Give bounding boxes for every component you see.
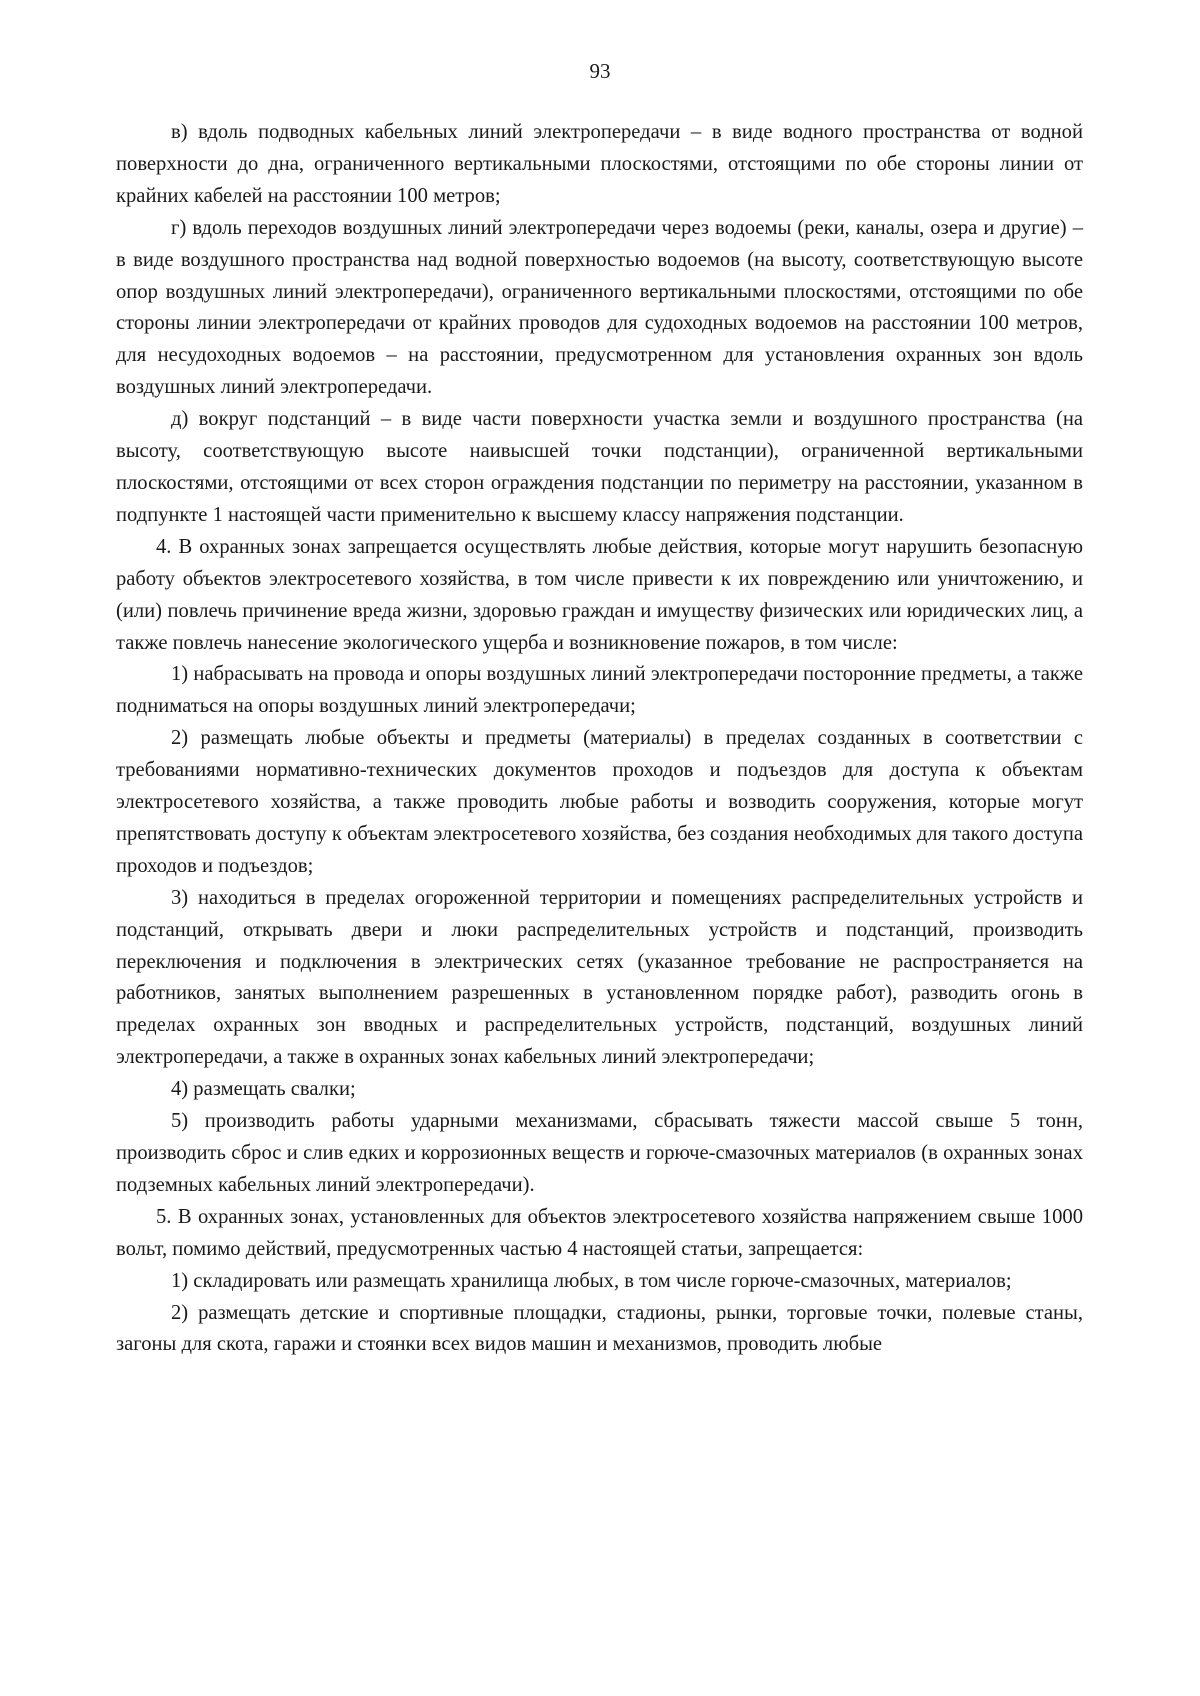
paragraph-part-4: 4. В охранных зонах запрещается осуществлять любые действия, которые могут нарушить безопасную работу объектов электросетевого хозяйства, в том числе привести к их повреждению или уничтожению, и (или) повлечь причинение вреда жизни, здоровью граждан и имуществу физических или юридических лиц, а также повлечь нанесение экологического ущерба и возникновение пожаров, в том числе: [116, 535, 1083, 654]
paragraph-part-4-item-3: 3) находиться в пределах огороженной территории и помещениях распределительных устройств и подстанций, открывать двери и люки распределительных устройств и подстанций, производить переключения и подключения в электрических сетях (указанное требование не распространяется на работников, занятых выполнением разрешенных в установленном порядке работ), разводить огонь в пределах охранных зон вводных и распределительных устройств, подстанций, воздушных линий электропередачи, а также в охранных зонах кабельных линий электропередачи; [116, 886, 1083, 1069]
paragraph-subitem-v: в) вдоль подводных кабельных линий электропередачи – в виде водного пространства от водной поверхности до дна, ограниченного вертикальными плоскостями, отстоящими по обе стороны линии от крайних кабелей на расстоянии 100 метров; [116, 121, 1083, 207]
page-number: 93 [589, 59, 611, 83]
paragraph-subitem-g: г) вдоль переходов воздушных линий электропередачи через водоемы (реки, каналы, озера и другие) – в виде воздушного пространства над водной поверхностью водоемов (на высоту, соответствующую высоте опор воздушных линий электропередачи), ограниченного вертикальными плоскостями, отстоящими по обе стороны линии электропередачи от крайних проводов для судоходных водоемов на расстоянии 100 метров, для несудоходных водоемов – на расстоянии, предусмотренном для установления охранных зон вдоль воздушных линий электропередачи. [116, 216, 1083, 399]
paragraph-subitem-d: д) вокруг подстанций – в виде части поверхности участка земли и воздушного пространства (на высоту, соответствующую высоте наивысшей точки подстанции), ограниченной вертикальными плоскостями, отстоящими от всех сторон ограждения подстанции по периметру на расстоянии, указанном в подпункте 1 настоящей части применительно к высшему классу напряжения подстанции. [116, 408, 1083, 526]
paragraph-part-4-item-4: 4) размещать свалки; [171, 1078, 356, 1101]
paragraph-part-5: 5. В охранных зонах, установленных для объектов электросетевого хозяйства напряжением свыше 1000 вольт, помимо действий, предусмотренных частью 4 настоящей статьи, запрещается: [116, 1205, 1083, 1260]
paragraph-part-4-item-1: 1) набрасывать на провода и опоры воздушных линий электропередачи посторонние предметы, а также подниматься на опоры воздушных линий электропередачи; [116, 663, 1083, 718]
paragraph-part-4-item-2: 2) размещать любые объекты и предметы (материалы) в пределах созданных в соответствии с требованиями нормативно-технических документов проходов и подъездов для доступа к объектам электросетевого хозяйства, а также проводить любые работы и возводить сооружения, которые могут препятствовать доступу к объектам электросетевого хозяйства, без создания необходимых для такого доступа проходов и подъездов; [116, 727, 1083, 877]
document-body [116, 117, 1083, 1361]
paragraph-part-5-item-2: 2) размещать детские и спортивные площадки, стадионы, рынки, торговые точки, полевые станы, загоны для скота, гаражи и стоянки всех видов машин и механизмов, проводить любые [116, 1301, 1083, 1356]
paragraph-part-5-item-1: 1) складировать или размещать хранилища любых, в том числе горюче-смазочных, материалов; [171, 1269, 1012, 1292]
paragraph-part-4-item-5: 5) производить работы ударными механизмами, сбрасывать тяжести массой свыше 5 тонн, производить сброс и слив едких и коррозионных веществ и горюче-смазочных материалов (в охранных зонах подземных кабельных линий электропередачи). [116, 1110, 1083, 1196]
